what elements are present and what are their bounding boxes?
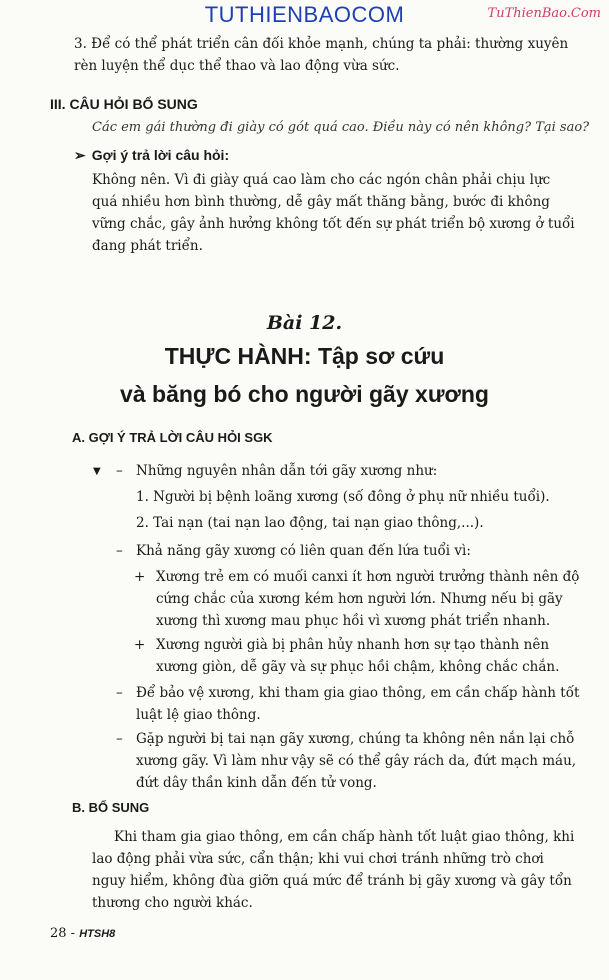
answer-line: quá nhiều hơn bình thường, dễ gây mất thăng bằng, bước đi không xyxy=(92,194,550,210)
paragraph-line: thương cho người khác. xyxy=(92,895,253,911)
page-footer xyxy=(50,926,115,941)
sub-item-accident: 2. Tai nạn (tai nạn lao động, tai nạn giao thông,...). xyxy=(136,515,484,531)
section-b-paragraph xyxy=(92,826,594,914)
dash-bullet: – xyxy=(116,543,123,559)
dash-bullet: – xyxy=(116,731,123,747)
plus-line: xương thì xương mau phục hồi vì xương phát triển nhanh. xyxy=(156,613,551,629)
site-title: TUTHIENBAOCOM xyxy=(204,2,405,27)
arrow-bullet-icon: ➢ xyxy=(74,147,86,163)
dash-bullet: – xyxy=(116,685,123,701)
intro-line: 3. Để có thể phát triển cân đối khỏe mạnh, chúng ta phải: thường xuyên xyxy=(74,36,569,52)
lesson-title-line-1: THỰC HÀNH: Tập sơ cứu xyxy=(164,343,445,369)
sub-item-osteoporosis: 1. Người bị bệnh loãng xương (số đông ở phụ nữ nhiều tuổi). xyxy=(136,489,550,505)
answer-line: Không nên. Vì đi giày quá cao làm cho các ngón chân phải chịu lực xyxy=(92,172,551,188)
plus-bullet: + xyxy=(134,569,146,585)
item-protect xyxy=(136,682,596,726)
intro-item xyxy=(74,33,594,77)
plus-line: xương giòn, dễ gãy và sự phục hồi chậm, không chắc chắn. xyxy=(156,659,560,675)
book-code: HTSH8 xyxy=(79,928,116,940)
answer-hint-title xyxy=(74,147,229,164)
section-3-heading: III. CÂU HỎI BỔ SUNG xyxy=(50,96,198,112)
item-line: Để bảo vệ xương, khi tham gia giao thông, em cần chấp hành tốt xyxy=(136,685,580,701)
intro-line: rèn luyện thể dục thể thao và lao động vừa sức. xyxy=(74,58,400,74)
lesson-title-line-2: và băng bó cho người gãy xương xyxy=(120,381,489,407)
plus-item-elderly xyxy=(156,634,596,678)
plus-bullet: + xyxy=(134,637,146,653)
answer-line: đang phát triển. xyxy=(92,238,203,254)
supplementary-question: Các em gái thường đi giày có gót quá cao. Điều này có nên không? Tại sao? xyxy=(92,120,590,135)
hint-answer xyxy=(92,169,594,257)
section-b-heading: B. BỔ SUNG xyxy=(72,800,150,815)
item-line: luật lệ giao thông. xyxy=(136,707,261,723)
item-line: Gặp người bị tai nạn gãy xương, chúng ta không nên nắn lại chỗ xyxy=(136,731,575,747)
paragraph-line: lao động phải vừa sức, cẩn thận; khi vui chơi tránh những trò chơi xyxy=(92,851,544,867)
plus-item-children xyxy=(156,566,596,632)
item-age: Khả năng gãy xương có liên quan đến lứa tuổi vì: xyxy=(136,543,471,559)
hint-label: Gợi ý trả lời câu hỏi: xyxy=(91,147,230,163)
plus-line: Xương trẻ em có muối canxi ít hơn người trưởng thành nên độ xyxy=(156,569,580,585)
answer-line: vững chắc, gây ảnh hưởng không tốt đến sự phát triển bộ xương ở tuổi xyxy=(92,216,575,232)
paragraph-line: Khi tham gia giao thông, em cần chấp hành tốt luật giao thông, khi xyxy=(114,829,575,845)
item-line: xương gãy. Vì làm như vậy sẽ có thể gây rách da, đứt mạch máu, xyxy=(136,753,577,769)
item-line: đứt dây thần kinh dẫn đến tử vong. xyxy=(136,775,377,791)
triangle-marker-icon: ▼ xyxy=(93,466,101,477)
paragraph-line: nguy hiểm, không đùa giỡn quá mức để tránh bị gãy xương và gây tổn xyxy=(92,873,572,889)
dash-bullet: – xyxy=(116,463,123,479)
site-logo: TuThienBao.Com xyxy=(487,6,601,21)
plus-line: Xương người già bị phân hủy nhanh hơn sự tạo thành nên xyxy=(156,637,550,653)
plus-line: cứng chắc của xương kém hơn người lớn. Nhưng nếu bị gãy xyxy=(156,591,563,607)
item-causes: Những nguyên nhân dẫn tới gãy xương như: xyxy=(136,463,438,479)
lesson-number: Bài 12. xyxy=(266,312,343,334)
page-number: 28 - xyxy=(50,926,76,941)
section-a-heading: A. GỢI Ý TRẢ LỜI CÂU HỎI SGK xyxy=(72,430,273,445)
item-first-aid xyxy=(136,728,596,794)
